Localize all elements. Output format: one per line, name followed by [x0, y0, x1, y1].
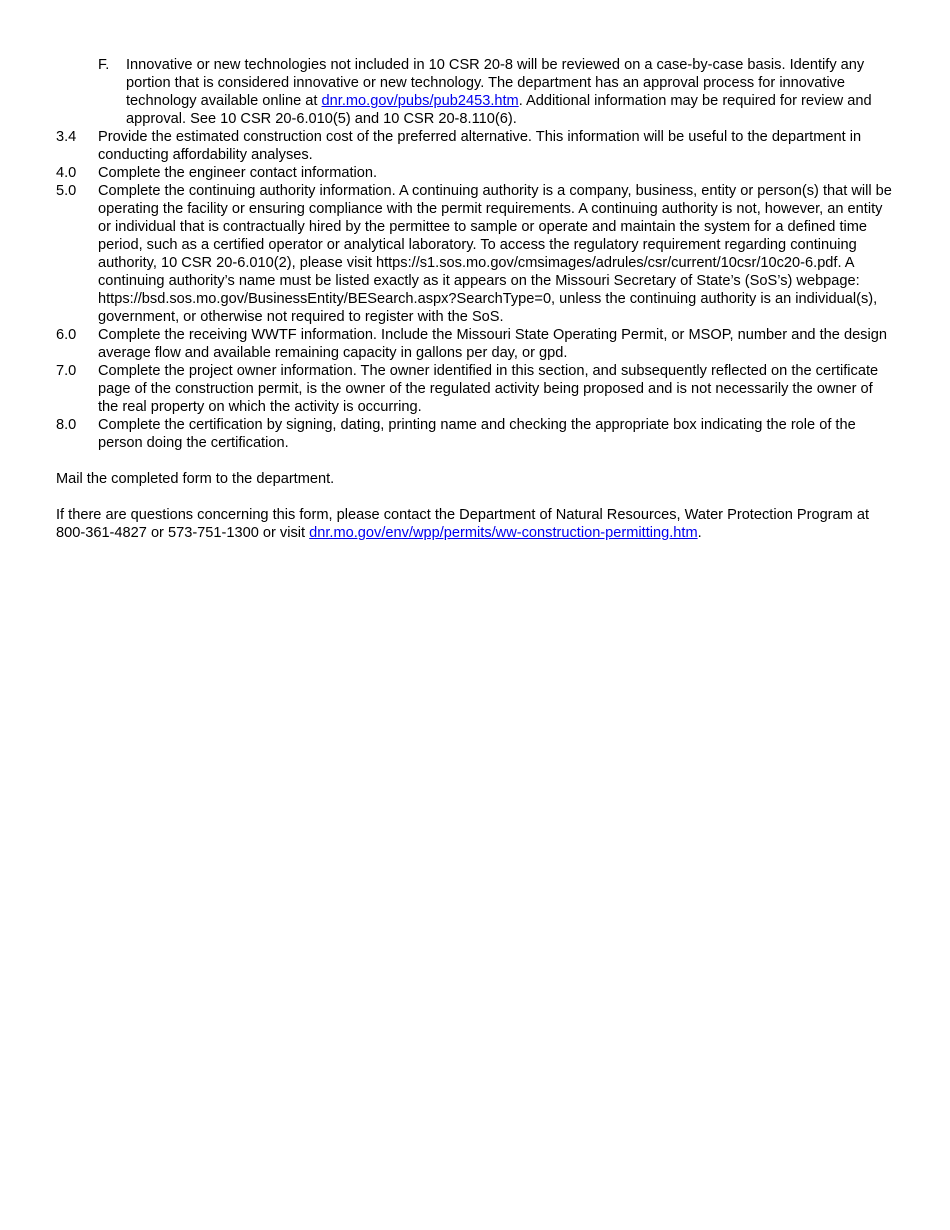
item-number: 5.0 — [56, 183, 77, 199]
item-text: Complete the project owner information. The owner identified in this section, and subsequently reflected on the certificate page of the construction permit, is the owner of the regulated activity being proposed and is not necessarily the owner of the real property on which the activity is occurring. — [98, 363, 879, 415]
item-label: F. — [98, 57, 110, 73]
list-item-5-0 — [56, 182, 896, 326]
item-text — [126, 56, 896, 128]
item-number: 8.0 — [56, 417, 77, 433]
innovative-technology-link[interactable]: dnr.mo.gov/pubs/pub2453.htm — [321, 93, 519, 109]
item-f-text-start: Innovative or new technologies not included in 10 CSR 20-8 will be reviewed on a case-by-case basis. Identify any portion that is considered innovative or new technology. The department has an approval process for innovative technology available online at — [126, 57, 865, 109]
list-item-4-0 — [56, 164, 896, 182]
item-text: Provide the estimated construction cost of the preferred alternative. This information will be useful to the department in conducting affordability analyses. — [98, 129, 862, 163]
item-number: 3.4 — [56, 129, 77, 145]
item-number: 7.0 — [56, 363, 77, 379]
list-item-6-0 — [56, 326, 896, 362]
mail-instruction: Mail the completed form to the department. — [56, 471, 335, 487]
contact-text-start: If there are questions concerning this form, please contact the Department of Natural Resources, Water Protection Program at 800-361-4827 or 573-751-1300 or visit — [56, 507, 870, 541]
item-number: 6.0 — [56, 327, 77, 343]
list-item-3-4 — [56, 128, 896, 164]
item-text: Complete the certification by signing, dating, printing name and checking the appropriate box indicating the role of the person doing the certification. — [98, 417, 856, 451]
item-text: Complete the receiving WWTF information. Include the Missouri State Operating Permit, or MSOP, number and the design average flow and available remaining capacity in gallons per day, or gpd. — [98, 327, 887, 361]
item-f-text-end: . Additional information may be required for review and approval. See 10 CSR 20-6.010(5) and 10 CSR 20-8.110(6). — [126, 93, 872, 127]
item-number: 4.0 — [56, 165, 77, 181]
list-item-7-0 — [56, 362, 896, 416]
instructions-content — [56, 56, 896, 557]
contact-text-end: . — [697, 525, 702, 541]
list-item-8-0 — [56, 416, 896, 452]
construction-permitting-link[interactable]: dnr.mo.gov/env/wpp/permits/ww-construction-permitting.htm — [309, 525, 698, 541]
list-item-f — [98, 56, 896, 128]
item-text: Complete the engineer contact information. — [98, 165, 378, 181]
contact-paragraph — [56, 506, 896, 542]
item-text: Complete the continuing authority information. A continuing authority is a company, business, entity or person(s) that will be operating the facility or ensuring compliance with the permit requirements. A continuing authority is not, however, an entity or individual that is contractually hired by the permittee to sample or operate and maintain the system for a defined time period, such as a certified operator or analytical laboratory. To access the regulatory requirement regarding continuing authority, 10 CSR 20-6.010(2), please visit https://s1.sos.mo.gov/cmsimages/adrules/csr/current/10csr/10c20-6.pdf. A continuing authority’s name must be listed exactly as it appears on the Missouri Secretary of State’s (SoS’s) webpage: https://bsd.sos.mo.gov/BusinessEntity/BESearch.aspx?SearchType=0, unless the continuing authority is an individual(s), government, or otherwise not required to register with the SoS. — [98, 183, 892, 325]
